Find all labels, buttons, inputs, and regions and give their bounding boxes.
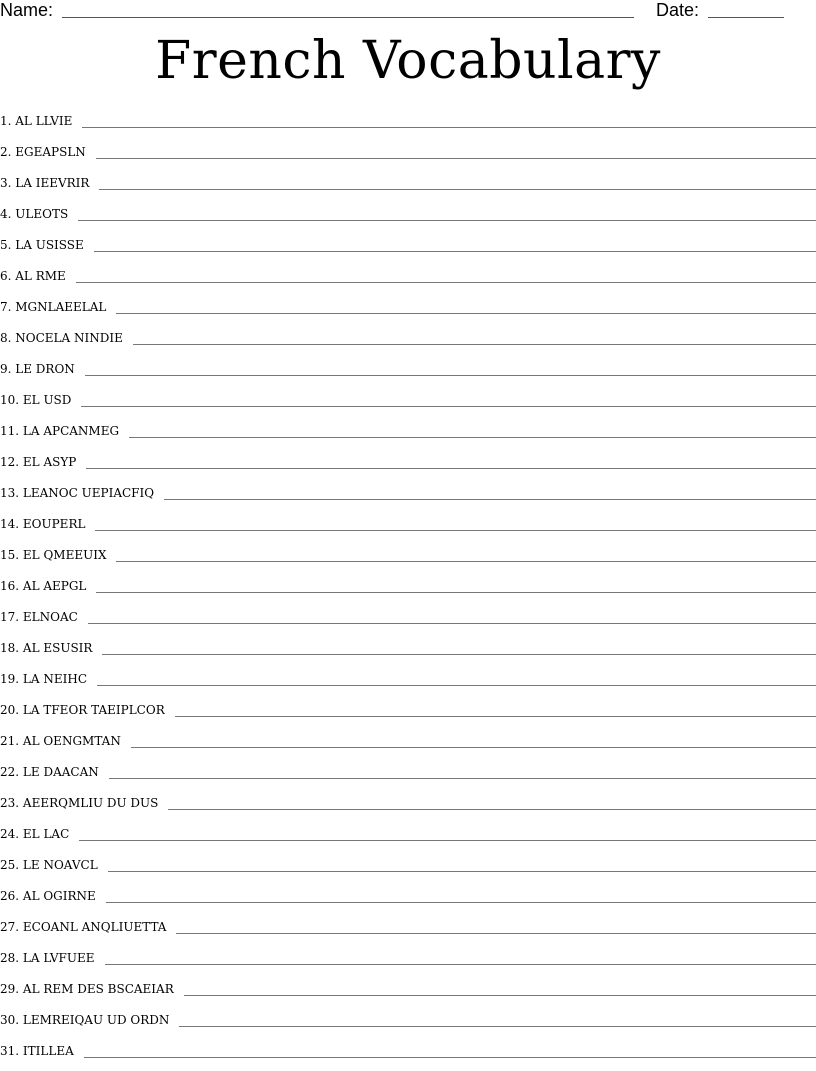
list-item — [0, 637, 816, 668]
scrambled-word: 13. LEANOC UEPIACFIQ — [0, 486, 155, 500]
answer-line[interactable] — [84, 1057, 816, 1058]
scrambled-word: 27. ECOANL ANQLIUETTA — [0, 920, 167, 934]
answer-line[interactable] — [179, 1026, 816, 1027]
list-item — [0, 947, 816, 978]
list-item — [0, 172, 816, 203]
scrambled-word: 19. LA NEIHC — [0, 672, 87, 686]
answer-line[interactable] — [176, 933, 816, 934]
answer-line[interactable] — [116, 313, 816, 314]
scrambled-word: 23. AEERQMLIU DU DUS — [0, 796, 159, 810]
answer-line[interactable] — [105, 964, 816, 965]
answer-line[interactable] — [79, 840, 816, 841]
answer-line[interactable] — [95, 530, 816, 531]
answer-line[interactable] — [106, 902, 816, 903]
answer-line[interactable] — [102, 654, 816, 655]
answer-line[interactable] — [82, 127, 816, 128]
list-item — [0, 513, 816, 544]
answer-line[interactable] — [108, 871, 816, 872]
list-item — [0, 482, 816, 513]
list-item — [0, 234, 816, 265]
scrambled-word: 9. LE DRON — [0, 362, 75, 376]
scrambled-word: 11. LA APCANMEG — [0, 424, 120, 438]
list-item — [0, 265, 816, 296]
list-item — [0, 823, 816, 854]
list-item — [0, 606, 816, 637]
list-item — [0, 668, 816, 699]
name-label: Name: — [0, 0, 54, 20]
answer-line[interactable] — [96, 158, 816, 159]
list-item — [0, 110, 816, 141]
page-title: French Vocabulary — [155, 31, 661, 91]
scrambled-word: 8. NOCELA NINDIE — [0, 331, 123, 345]
name-field[interactable] — [62, 17, 634, 18]
date-label: Date: — [656, 0, 700, 20]
list-item — [0, 296, 816, 327]
list-item — [0, 761, 816, 792]
answer-line[interactable] — [133, 344, 816, 345]
scrambled-word: 12. EL ASYP — [0, 455, 77, 469]
answer-line[interactable] — [88, 623, 816, 624]
scrambled-word: 26. AL OGIRNE — [0, 889, 96, 903]
scrambled-word: 30. LEMREIQAU UD ORDN — [0, 1013, 170, 1027]
list-item — [0, 389, 816, 420]
scrambled-word: 25. LE NOAVCL — [0, 858, 98, 872]
header — [0, 0, 816, 24]
list-item — [0, 854, 816, 885]
answer-line[interactable] — [86, 468, 816, 469]
list-item — [0, 575, 816, 606]
scrambled-word: 24. EL LAC — [0, 827, 70, 841]
answer-line[interactable] — [76, 282, 816, 283]
answer-line[interactable] — [184, 995, 816, 996]
scrambled-word: 6. AL RME — [0, 269, 66, 283]
scrambled-word: 3. LA IEEVRIR — [0, 176, 90, 190]
answer-line[interactable] — [116, 561, 816, 562]
list-item — [0, 141, 816, 172]
list-item — [0, 451, 816, 482]
vocabulary-list — [0, 110, 816, 1071]
scrambled-word: 18. AL ESUSIR — [0, 641, 93, 655]
answer-line[interactable] — [97, 685, 816, 686]
list-item — [0, 1009, 816, 1040]
answer-line[interactable] — [109, 778, 816, 779]
list-item — [0, 978, 816, 1009]
list-item — [0, 420, 816, 451]
scrambled-word: 29. AL REM DES BSCAEIAR — [0, 982, 174, 996]
scrambled-word: 15. EL QMEEUIX — [0, 548, 107, 562]
list-item — [0, 699, 816, 730]
scrambled-word: 14. EOUPERL — [0, 517, 86, 531]
scrambled-word: 10. EL USD — [0, 393, 72, 407]
list-item — [0, 327, 816, 358]
answer-line[interactable] — [94, 251, 816, 252]
answer-line[interactable] — [131, 747, 816, 748]
scrambled-word: 21. AL OENGMTAN — [0, 734, 121, 748]
answer-line[interactable] — [129, 437, 816, 438]
answer-line[interactable] — [85, 375, 816, 376]
scrambled-word: 28. LA LVFUEE — [0, 951, 95, 965]
answer-line[interactable] — [81, 406, 816, 407]
scrambled-word: 16. AL AEPGL — [0, 579, 87, 593]
date-field[interactable] — [708, 17, 784, 18]
answer-line[interactable] — [78, 220, 816, 221]
list-item — [0, 358, 816, 389]
list-item — [0, 916, 816, 947]
scrambled-word: 20. LA TFEOR TAEIPLCOR — [0, 703, 165, 717]
answer-line[interactable] — [168, 809, 816, 810]
list-item — [0, 792, 816, 823]
answer-line[interactable] — [99, 189, 816, 190]
scrambled-word: 5. LA USISSE — [0, 238, 84, 252]
answer-line[interactable] — [96, 592, 816, 593]
scrambled-word: 1. AL LLVIE — [0, 114, 73, 128]
list-item — [0, 730, 816, 761]
answer-line[interactable] — [164, 499, 816, 500]
scrambled-word: 22. LE DAACAN — [0, 765, 99, 779]
scrambled-word: 7. MGNLAEELAL — [0, 300, 107, 314]
answer-line[interactable] — [175, 716, 816, 717]
scrambled-word: 4. ULEOTS — [0, 207, 69, 221]
list-item — [0, 885, 816, 916]
list-item — [0, 203, 816, 234]
list-item — [0, 544, 816, 575]
scrambled-word: 17. ELNOAC — [0, 610, 78, 624]
scrambled-word: 31. ITILLEA — [0, 1044, 74, 1058]
scrambled-word: 2. EGEAPSLN — [0, 145, 86, 159]
